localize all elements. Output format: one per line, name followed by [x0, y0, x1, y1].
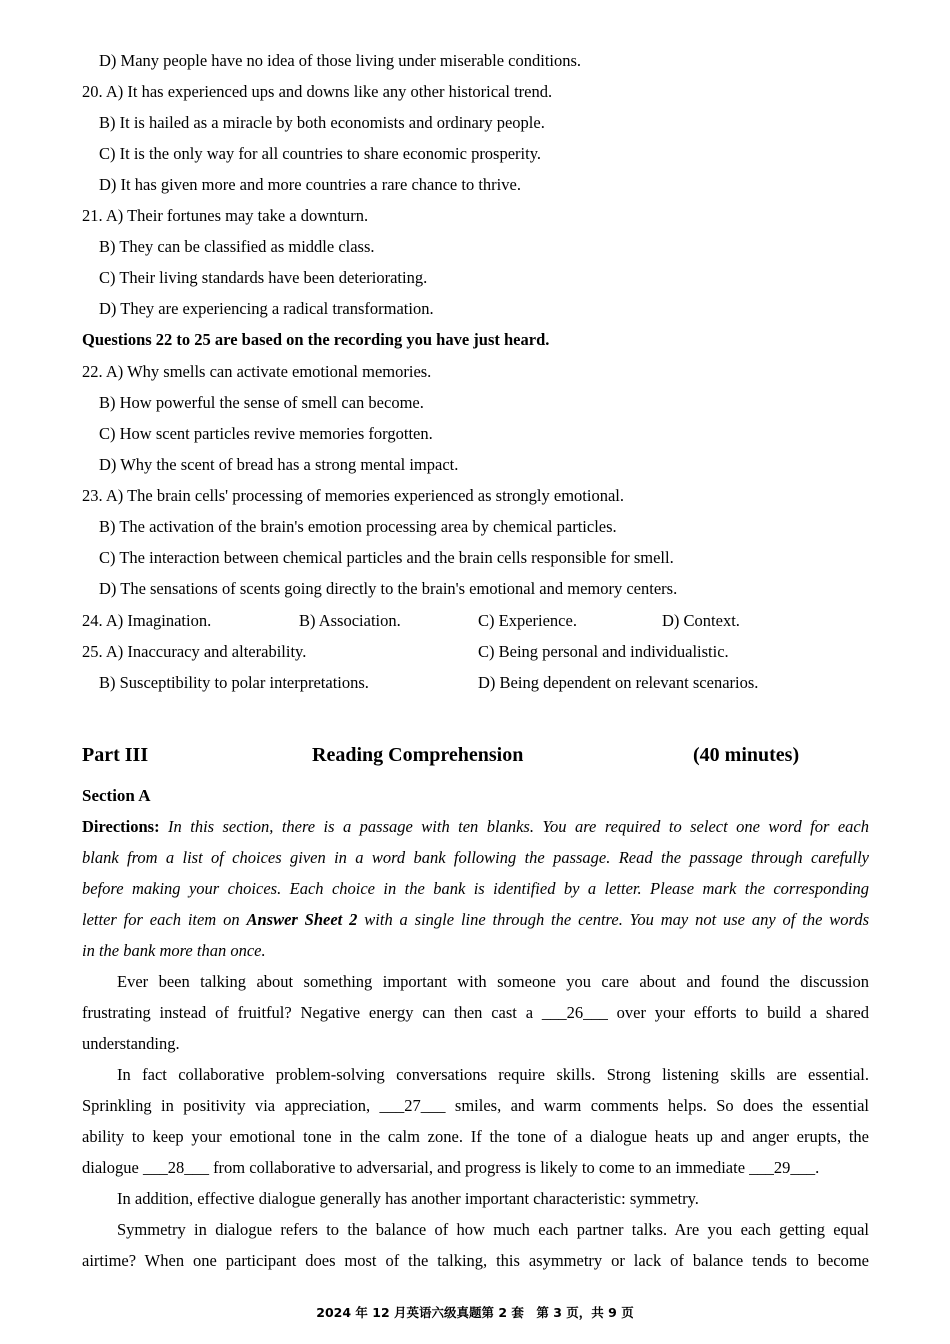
- option-23d: D) The sensations of scents going directly to the brain's emotional and memory centers.: [99, 579, 678, 598]
- directions-line: in the bank more than once.: [82, 941, 266, 960]
- option-21a: 21. A) Their fortunes may take a downturn.: [82, 206, 369, 225]
- option-23b: B) The activation of the brain's emotion processing area by chemical particles.: [99, 517, 617, 536]
- passage: [82, 966, 869, 1276]
- option-20d: D) It has given more and more countries a rare chance to thrive.: [99, 175, 521, 194]
- passage-line: Sprinkling in positivity via appreciation, ___27___ smiles, and warm comments helps. So does the essential: [82, 1096, 869, 1115]
- option-24a: 24. A) Imagination.: [82, 611, 212, 630]
- directions-line: with a single line through the centre. You may not use any of the words: [364, 910, 870, 929]
- directions-line: letter for each item on: [82, 910, 240, 929]
- page-footer: 2024 年 12 月英语六级真题第 2 套 第 3 页，共 9 页: [316, 1305, 634, 1320]
- option-25c: C) Being personal and individualistic.: [478, 642, 729, 661]
- part-title: Reading Comprehension: [312, 744, 524, 766]
- option-23c: C) The interaction between chemical particles and the brain cells responsible for smell.: [99, 548, 674, 567]
- passage-line: airtime? When one participant does most of the talking, this asymmetry or lack of balance tends to become: [82, 1251, 869, 1270]
- directions: [82, 811, 869, 966]
- passage-line: In fact collaborative problem-solving conversations require skills. Strong listening skills are essential.: [117, 1065, 869, 1084]
- option-21b: B) They can be classified as middle class.: [99, 237, 375, 256]
- passage-line: ability to keep your emotional tone in the calm zone. If the tone of a dialogue heats up and anger erupts, the: [82, 1127, 869, 1146]
- passage-line: Ever been talking about something important with someone you care about and found the discussion: [117, 972, 869, 991]
- option-25d: D) Being dependent on relevant scenarios.: [478, 673, 759, 692]
- questions-heading: Questions 22 to 25 are based on the recording you have just heard.: [82, 330, 550, 349]
- option-23a: 23. A) The brain cells' processing of memories experienced as strongly emotional.: [82, 486, 624, 505]
- option-20a: 20. A) It has experienced ups and downs like any other historical trend.: [82, 82, 553, 101]
- option-21c: C) Their living standards have been deteriorating.: [99, 268, 428, 287]
- option-25b: B) Susceptibility to polar interpretations.: [99, 673, 369, 692]
- directions-label: Directions:: [82, 817, 160, 836]
- passage-line: frustrating instead of fruitful? Negative energy can then cast a ___26___ over your efforts to build a shared: [82, 1003, 869, 1022]
- section-title: Section A: [82, 786, 151, 805]
- passage-line: Symmetry in dialogue refers to the balance of how much each partner talks. Are you each getting equal: [117, 1220, 869, 1239]
- option-22c: C) How scent particles revive memories forgotten.: [99, 424, 433, 443]
- option-19d: D) Many people have no idea of those living under miserable conditions.: [99, 51, 582, 70]
- option-25a: 25. A) Inaccuracy and alterability.: [82, 642, 307, 661]
- option-24c: C) Experience.: [478, 611, 577, 630]
- passage-line: dialogue ___28___ from collaborative to adversarial, and progress is likely to come to an immediate ___29___.: [82, 1158, 820, 1177]
- passage-line: understanding.: [82, 1034, 180, 1053]
- passage-line: In addition, effective dialogue generally has another important characteristic: symmetry.: [117, 1189, 699, 1208]
- answer-sheet-ref: Answer Sheet 2: [246, 910, 358, 929]
- option-24d: D) Context.: [662, 611, 740, 630]
- directions-line: In this section, there is a passage with ten blanks. You are required to select one word for each: [168, 817, 870, 836]
- directions-line: blank from a list of choices given in a word bank following the passage. Read the passage through carefully: [82, 848, 869, 867]
- option-21d: D) They are experiencing a radical transformation.: [99, 299, 434, 318]
- part-label: Part III: [82, 744, 149, 766]
- option-22d: D) Why the scent of bread has a strong mental impact.: [99, 455, 459, 474]
- option-22b: B) How powerful the sense of smell can become.: [99, 393, 424, 412]
- option-24b: B) Association.: [299, 611, 401, 630]
- option-20c: C) It is the only way for all countries to share economic prosperity.: [99, 144, 542, 163]
- option-20b: B) It is hailed as a miracle by both economists and ordinary people.: [99, 113, 545, 132]
- directions-line: before making your choices. Each choice in the bank is identified by a letter. Please mark the corresponding: [82, 879, 869, 898]
- option-22a: 22. A) Why smells can activate emotional memories.: [82, 362, 432, 381]
- part-time: (40 minutes): [693, 744, 800, 766]
